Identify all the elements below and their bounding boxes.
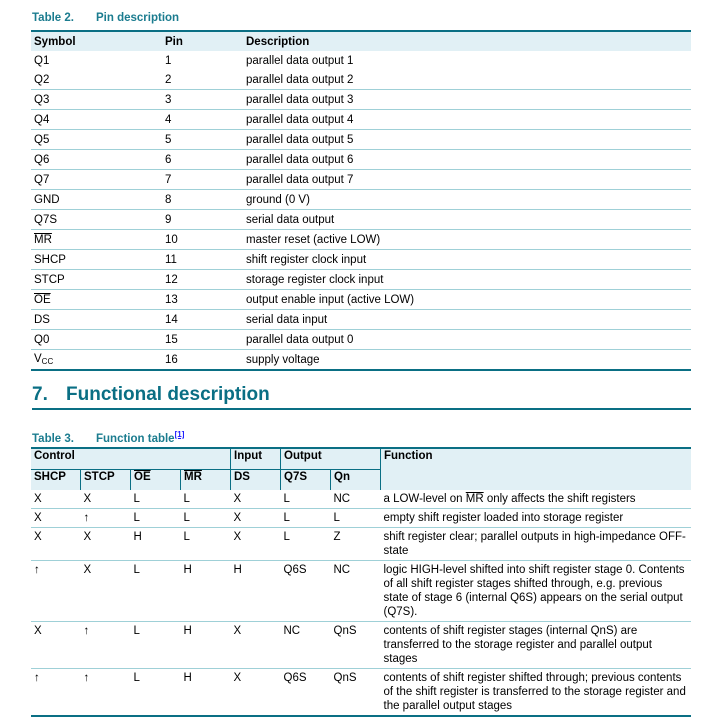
cell-stcp: ↑: [81, 509, 131, 528]
header-stcp: STCP: [81, 470, 131, 491]
cell-mr: L: [183, 493, 190, 505]
cell-pin: 1: [165, 54, 172, 67]
cell-q7s: Q6S: [281, 669, 331, 717]
symbol-text: STCP: [34, 273, 65, 286]
header-description: Description: [243, 31, 691, 51]
header-shcp: SHCP: [31, 470, 81, 491]
cell-qn: NC: [333, 493, 351, 505]
cell-symbol: [31, 230, 162, 250]
table-row: [31, 330, 691, 350]
footnote-link[interactable]: [1]: [174, 430, 185, 439]
cell-mr: H: [181, 622, 231, 669]
cell-stcp: ↑: [81, 622, 131, 669]
cell-symbol: [31, 130, 162, 150]
cell-pin: 8: [162, 190, 243, 210]
caption-number: Table 2.: [32, 12, 74, 24]
cell-description: shift register clock input: [243, 250, 691, 270]
symbol-text: V: [34, 353, 42, 365]
function-signal: $\overline{MR}$: [465, 493, 484, 505]
cell-pin: 3: [162, 90, 243, 110]
cell-description: ground (0 V): [243, 190, 691, 210]
cell-oe: L: [131, 669, 181, 717]
cell-ds: X: [231, 528, 281, 561]
cell-oe: L: [133, 493, 140, 505]
symbol-text: Q3: [34, 93, 50, 106]
table-row: [31, 561, 691, 622]
cell-shcp: X: [31, 528, 81, 561]
table-row: [31, 230, 691, 250]
cell-oe: H: [131, 528, 181, 561]
symbol-text: GND: [34, 193, 60, 206]
table-row: [31, 528, 691, 561]
cell-description: parallel data output 4: [243, 110, 691, 130]
cell-ds: X: [231, 622, 281, 669]
table-row: [31, 150, 691, 170]
cell-qn: QnS: [331, 669, 381, 717]
cell-qn: L: [331, 509, 381, 528]
cell-description: parallel data output 0: [243, 330, 691, 350]
pin-table-caption: [32, 12, 179, 24]
cell-oe: L: [131, 509, 181, 528]
cell-mr: L: [181, 528, 231, 561]
cell-pin: 10: [162, 230, 243, 250]
cell-shcp: X: [34, 493, 42, 505]
cell-description: master reset (active LOW): [243, 230, 691, 250]
cell-function: empty shift register loaded into storage register: [381, 509, 692, 528]
cell-mr: L: [181, 509, 231, 528]
cell-pin: 11: [162, 250, 243, 270]
cell-description: output enable input (active LOW): [243, 290, 691, 310]
cell-stcp: X: [83, 493, 92, 505]
cell-q7s: L: [281, 509, 331, 528]
cell-pin: 5: [162, 130, 243, 150]
function-table: [31, 447, 691, 717]
cell-function: contents of shift register stages (internal QnS) are transferred to the storage register and parallel output stages: [381, 622, 692, 669]
cell-pin: 16: [162, 350, 243, 371]
function-text: only affects the shift registers: [483, 493, 636, 505]
caption-title: Pin description: [96, 12, 180, 24]
symbol-text: Q1: [34, 54, 50, 67]
cell-description: parallel data output 7: [243, 170, 691, 190]
section-number: 7.: [32, 384, 48, 405]
cell-pin: 12: [162, 270, 243, 290]
function-table-caption: [32, 429, 184, 445]
symbol-text: Q5: [34, 133, 50, 146]
cell-q7s: Q6S: [281, 561, 331, 622]
function-text: a LOW-level on: [383, 493, 466, 505]
header-oe: $\overline{OE}$: [131, 470, 181, 491]
section-heading: [32, 384, 691, 410]
cell-ds: X: [231, 669, 281, 717]
cell-function: [381, 490, 692, 509]
cell-symbol: [31, 250, 162, 270]
cell-pin: 6: [162, 150, 243, 170]
cell-description: parallel data output 2: [246, 73, 354, 86]
table-row: [31, 170, 691, 190]
table-row: [31, 110, 691, 130]
pin-description-table: [31, 30, 691, 371]
cell-description: serial data output: [243, 210, 691, 230]
cell-pin: 2: [165, 73, 172, 86]
cell-description: serial data input: [243, 310, 691, 330]
cell-symbol: [31, 210, 162, 230]
header-control: Control: [31, 448, 231, 470]
cell-function: shift register clear; parallel outputs in high-impedance OFF-state: [381, 528, 692, 561]
header-output: Output: [281, 448, 381, 470]
symbol-text: $\overline{OE}$: [34, 293, 51, 306]
cell-oe: L: [131, 561, 181, 622]
symbol-text: Q6: [34, 153, 50, 166]
table-row: [31, 51, 691, 70]
cell-function: contents of shift register shifted through; previous contents of the shift register is transferred to the storage register and the parallel output stages: [381, 669, 692, 717]
cell-symbol: [31, 170, 162, 190]
cell-ds: X: [233, 493, 242, 505]
cell-shcp: X: [31, 509, 81, 528]
table-row: [31, 210, 691, 230]
cell-pin: 4: [162, 110, 243, 130]
symbol-text: Q2: [34, 73, 50, 86]
cell-symbol: [31, 290, 162, 310]
header-qn: Qn: [331, 470, 381, 491]
cell-symbol: [31, 70, 162, 90]
cell-symbol: [31, 150, 162, 170]
symbol-text: Q4: [34, 113, 50, 126]
cell-description: parallel data output 6: [243, 150, 691, 170]
cell-mr: H: [181, 561, 231, 622]
table-row: [31, 90, 691, 110]
cell-description: parallel data output 3: [243, 90, 691, 110]
symbol-text: Q7: [34, 173, 50, 186]
cell-pin: 7: [162, 170, 243, 190]
table-row: [31, 622, 691, 669]
header-symbol: Symbol: [31, 31, 162, 51]
cell-description: parallel data output 5: [243, 130, 691, 150]
symbol-text: DS: [34, 313, 50, 326]
cell-ds: H: [231, 561, 281, 622]
cell-description: parallel data output 1: [246, 54, 354, 67]
header-mr: $\overline{MR}$: [181, 470, 231, 491]
cell-description: supply voltage: [243, 350, 691, 371]
header-function: Function: [381, 448, 692, 490]
section-title: Functional description: [66, 384, 270, 405]
cell-qn: NC: [331, 561, 381, 622]
table-row: [31, 509, 691, 528]
cell-q7s: L: [281, 528, 331, 561]
header-q7s: Q7S: [281, 470, 331, 491]
header-pin: Pin: [162, 31, 243, 51]
cell-pin: 15: [162, 330, 243, 350]
cell-qn: QnS: [331, 622, 381, 669]
cell-mr: H: [181, 669, 231, 717]
cell-q7s: NC: [281, 622, 331, 669]
table-row: [31, 669, 691, 717]
cell-pin: 13: [162, 290, 243, 310]
caption-title: Function table: [96, 432, 175, 445]
cell-symbol: [31, 90, 162, 110]
table-row: [31, 250, 691, 270]
symbol-subscript: CC: [41, 357, 54, 366]
table-row: [31, 310, 691, 330]
table-row: [31, 130, 691, 150]
symbol-text: Q7S: [34, 213, 58, 226]
symbol-text: SHCP: [34, 253, 66, 266]
cell-oe: L: [131, 622, 181, 669]
caption-number: Table 3.: [32, 432, 74, 445]
cell-stcp: X: [81, 561, 131, 622]
cell-symbol: [31, 350, 162, 371]
cell-pin: 14: [162, 310, 243, 330]
group-header-row: [31, 448, 691, 470]
table-header-row: [31, 31, 691, 51]
cell-symbol: [31, 110, 162, 130]
cell-symbol: [31, 270, 162, 290]
cell-pin: 9: [162, 210, 243, 230]
table-row: [31, 290, 691, 310]
cell-symbol: [31, 51, 162, 70]
symbol-text: Q0: [34, 333, 50, 346]
symbol-text: $\overline{MR}$: [34, 233, 52, 246]
cell-ds: X: [231, 509, 281, 528]
cell-qn: Z: [331, 528, 381, 561]
table-row: [31, 70, 691, 90]
header-input: Input: [231, 448, 281, 470]
cell-description: storage register clock input: [243, 270, 691, 290]
table-row: [31, 190, 691, 210]
cell-symbol: [31, 330, 162, 350]
table-row: [31, 350, 691, 371]
header-ds: DS: [231, 470, 281, 491]
table-row: [31, 490, 691, 509]
cell-symbol: [31, 310, 162, 330]
table-row: [31, 270, 691, 290]
cell-shcp: X: [31, 622, 81, 669]
cell-stcp: ↑: [81, 669, 131, 717]
cell-symbol: [31, 190, 162, 210]
cell-function: logic HIGH-level shifted into shift register stage 0. Contents of all shift register stages shifted through, e.g. previous state of stage 6 (internal Q6S) appears on the serial output (Q7S).: [381, 561, 692, 622]
cell-q7s: L: [283, 493, 290, 505]
cell-stcp: X: [81, 528, 131, 561]
cell-shcp: ↑: [31, 561, 81, 622]
cell-shcp: ↑: [31, 669, 81, 717]
